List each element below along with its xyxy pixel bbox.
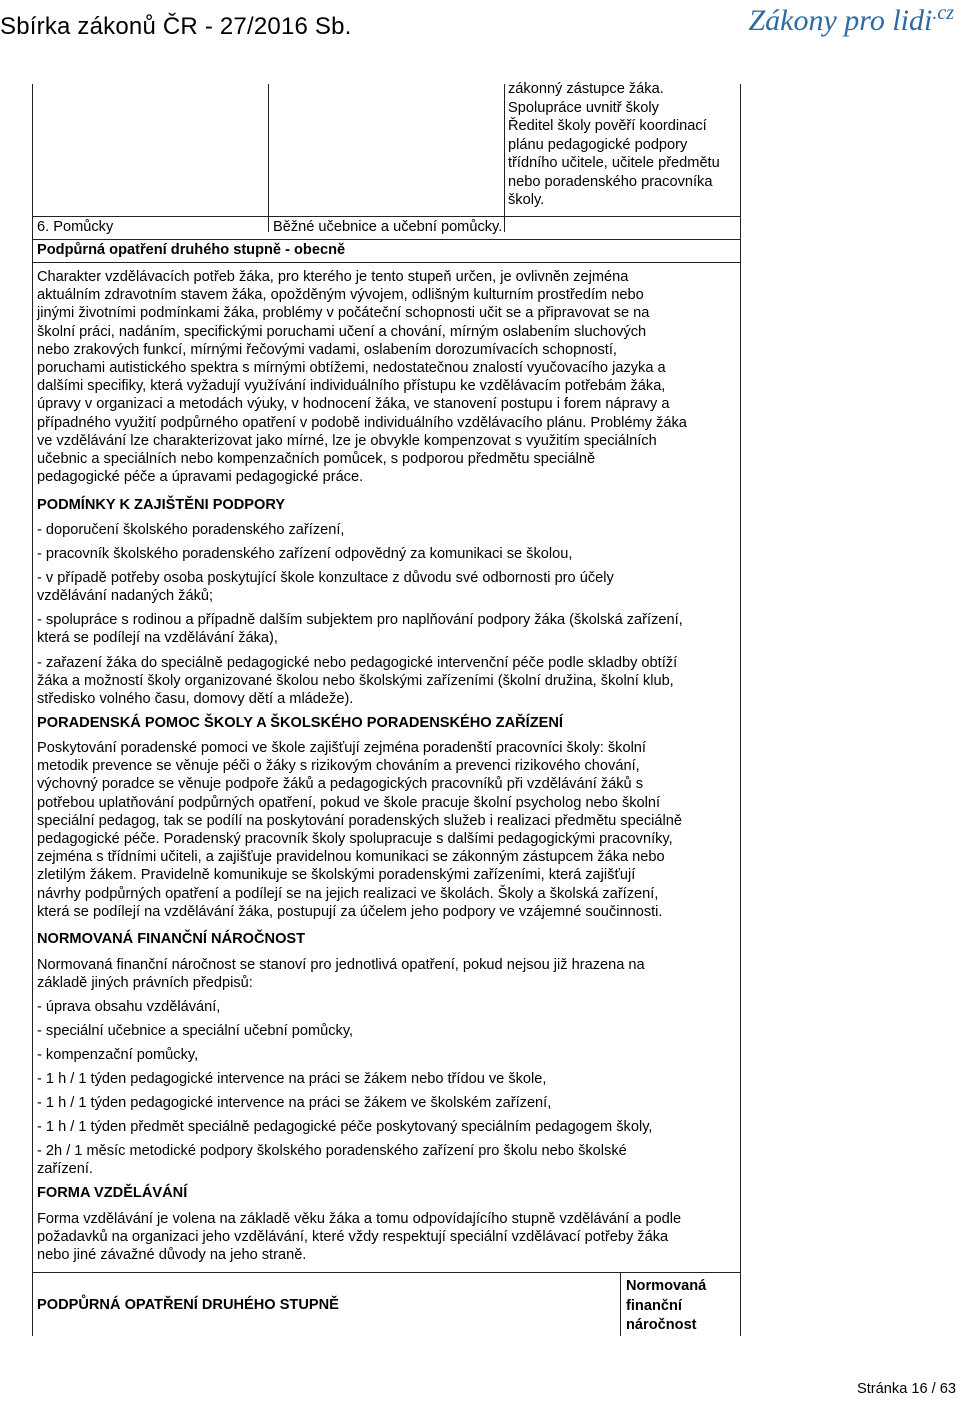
logo-text: Zákony pro lidi: [748, 4, 933, 37]
page-number: Stránka 16 / 63: [857, 1381, 956, 1397]
section-heading: Podpůrná opatření druhého stupně - obecně: [37, 242, 346, 258]
text-line: náročnost: [626, 1317, 697, 1333]
row6-label: 6. Pomůcky: [37, 219, 114, 235]
text-line: Normovaná finanční náročnost se stanoví pro jednotlivá opatření, pokud nejsou již hrazena na: [37, 957, 645, 973]
text-line: - úprava obsahu vzdělávání,: [37, 999, 221, 1015]
list-item: [37, 654, 737, 709]
table-border-col1: [268, 84, 269, 232]
text-line: - spolupráce s rodinou a případně dalším subjektem pro naplňování podpory žáka (školská zařízení,: [37, 612, 683, 628]
text-line: vzdělávání nadaných žáků;: [37, 588, 214, 605]
text-line: - kompenzační pomůcky,: [37, 1047, 199, 1063]
text-line: zejména s třídními učiteli, a zajišťuje pravidelnou komunikaci se zákonným zástupcem žáka nebo: [37, 849, 665, 866]
table-divider: [32, 1272, 740, 1273]
text-line: - 2h / 1 měsíc metodické podpory školského poradenského zařízení pro školu nebo školské: [37, 1143, 627, 1159]
poradenska-paragraph: [37, 739, 737, 921]
text-line: potřebou uplatňování podpůrných opatření, pokud ve škole pracuje školní psycholog nebo školní: [37, 794, 661, 811]
text-line: ve vzdělávání lze charakterizovat jako mírné, lze je obvykle kompenzovat s využitím speciálních: [37, 432, 657, 449]
text-line: požadavků na organizaci jeho vzdělávání, které vždy respektují speciální vzdělávací potřeby žáka: [37, 1229, 669, 1246]
text-line: poruchami autistického spektra s mírnými obtížemi, nedostatečnou znalostí vyučovacího jazyka a: [37, 360, 666, 377]
text-line: aktuálním zdravotním stavem žáka, opožděným vývojem, odlišným kulturním prostředím nebo: [37, 287, 644, 304]
bottom-table-right-cell: [626, 1277, 736, 1336]
narocnost-intro: [37, 956, 737, 992]
text-line: školní práci, nadáním, specifickými poruchami učení a chování, mírným oslabením sluchových: [37, 323, 647, 340]
list-item: [37, 998, 737, 1016]
text-line: učebnic a speciálních nebo kompenzačních pomůcek, s podporou předmětu speciálně: [37, 451, 596, 468]
text-line: výchovný poradce se věnuje podpoře žáků a pedagogických pracovníků při vzdělávání žáků s: [37, 776, 644, 793]
text-line: - 1 h / 1 týden pedagogické intervence na práci se žákem nebo třídou ve škole,: [37, 1071, 547, 1087]
list-item: [37, 1022, 737, 1040]
text-line: - zařazení žáka do speciálně pedagogické nebo pedagogické intervenční péče podle skladby obtíží: [37, 655, 678, 671]
text-line: základě jiných právních předpisů:: [37, 975, 253, 992]
text-line: dalšími specifiky, která vyžadují využívání individuálního přístupu ke vzdělávacím potřebám žáka,: [37, 378, 666, 395]
podminky-heading: PODMÍNKY K ZAJIŠTĚNI PODPORY: [37, 497, 286, 513]
text-line: Normovaná: [626, 1278, 707, 1294]
text-line: nebo zrakových funkcí, mírnými řečovými vadami, oslabením dorozumívacích schopností,: [37, 341, 617, 358]
text-line: - 1 h / 1 týden pedagogické intervence na práci se žákem ve školském zařízení,: [37, 1095, 552, 1111]
text-line: Spolupráce uvnitř školy: [508, 99, 659, 116]
list-item: [37, 569, 737, 605]
right-cell-text: [508, 80, 740, 210]
forma-paragraph: [37, 1210, 737, 1265]
list-item: [37, 1118, 737, 1136]
text-line: finanční: [626, 1297, 682, 1314]
poradenska-heading: PORADENSKÁ POMOC ŠKOLY A ŠKOLSKÉHO PORADENSKÉHO ZAŘÍZENÍ: [37, 715, 563, 731]
document-title: Sbírka zákonů ČR - 27/2016 Sb.: [0, 13, 352, 40]
text-line: jinými životními podmínkami žáka, problémy v počáteční schopnosti učit se a připravovat se na: [37, 305, 650, 322]
text-line: - pracovník školského poradenského zařízení odpovědný za komunikaci se školou,: [37, 546, 573, 562]
intro-paragraph: [37, 268, 737, 486]
text-line: která se podílejí na vzdělávání žáka, postupují za účelem jeho podpory ve vzájemné součinnosti.: [37, 903, 663, 920]
text-line: školy.: [508, 192, 545, 208]
list-item: [37, 1094, 737, 1112]
table-divider: [32, 239, 740, 240]
list-item: [37, 1142, 737, 1178]
text-line: zletilým žákem. Pravidelně komunikuje se školskými poradenskými zařízeními, která zajišťují: [37, 867, 636, 884]
text-line: středisko volného času, domovy dětí a mládeže).: [37, 691, 354, 708]
logo-suffix: .cz: [932, 2, 954, 24]
text-line: nebo poradenského pracovníka: [508, 173, 713, 190]
page-header: [0, 0, 960, 44]
table-divider: [32, 216, 740, 217]
table-border-col: [620, 1272, 621, 1336]
text-line: - speciální učebnice a speciální učební pomůcky,: [37, 1023, 354, 1039]
list-item: [37, 1070, 737, 1088]
text-line: úpravy v organizaci a metodách výuky, v hodnocení žáka, ve stanovení postupu i forem nápravy a: [37, 396, 670, 413]
site-logo[interactable]: [748, 2, 954, 38]
text-line: nebo jiné závažné důvody na jeho straně.: [37, 1247, 307, 1264]
list-item: [37, 1046, 737, 1064]
text-line: speciální pedagog, tak se podílí na poskytování poradenských služeb i realizaci předmětu speciálně: [37, 812, 682, 829]
bottom-table-left-cell: PODPŮRNÁ OPATŘENÍ DRUHÉHO STUPNĚ: [37, 1297, 339, 1313]
text-line: Ředitel školy pověří koordinací: [508, 118, 707, 134]
text-line: pedagogické péče a úpravami pedagogické práce.: [37, 469, 364, 486]
text-line: pedagogické péče. Poradenský pracovník školy spolupracuje s dalšími pedagogickými pracovníky,: [37, 831, 673, 848]
text-line: zákonný zástupce žáka.: [508, 81, 664, 97]
text-line: žáka a možností školy organizované školou nebo školskými zařízeními (školní družina, školní klub,: [37, 673, 674, 690]
table-border-left: [32, 84, 33, 1336]
text-line: zařízení.: [37, 1161, 93, 1178]
list-item: [37, 611, 737, 647]
row6-value: Běžné učebnice a učební pomůcky.: [273, 219, 503, 235]
text-line: - doporučení školského poradenského zařízení,: [37, 522, 345, 538]
text-line: třídního učitele, učitele předmětu: [508, 155, 720, 171]
text-line: Poskytování poradenské pomoci ve škole zajišťují zejména poradenští pracovníci školy: školní: [37, 740, 646, 756]
text-line: - v případě potřeby osoba poskytující škole konzultace z důvodu své odbornosti pro účely: [37, 570, 614, 586]
narocnost-heading: NORMOVANÁ FINANČNÍ NÁROČNOST: [37, 931, 306, 947]
list-item: [37, 545, 737, 563]
text-line: která se podílejí na vzdělávání žáka),: [37, 630, 278, 647]
text-line: plánu pedagogické podpory: [508, 136, 688, 153]
text-line: - 1 h / 1 týden předmět speciálně pedagogické péče poskytovaný speciálním pedagogem školy,: [37, 1119, 653, 1135]
text-line: Forma vzdělávání je volena na základě věku žáka a tomu odpovídajícího stupně vzdělávání a podle: [37, 1211, 682, 1227]
text-line: metodik prevence se věnuje péči o žáky s rizikovým chováním a prevenci rizikového chování,: [37, 758, 640, 775]
table-border-right: [740, 84, 741, 1336]
text-line: Charakter vzdělávacích potřeb žáka, pro kterého je tento stupeň určen, je ovlivněn zejména: [37, 269, 629, 285]
table-divider: [32, 262, 740, 263]
text-line: návrhy podpůrných opatření a podílejí se na jejich realizaci ve školách. Školy a školská zařízení,: [37, 885, 659, 902]
table-border-col2: [504, 84, 505, 232]
forma-heading: FORMA VZDĚLÁVÁNÍ: [37, 1185, 188, 1201]
text-line: případného využití podpůrného opatření v podobě individuálního vzdělávacího plánu. Problémy žáka: [37, 414, 687, 431]
list-item: [37, 521, 737, 539]
